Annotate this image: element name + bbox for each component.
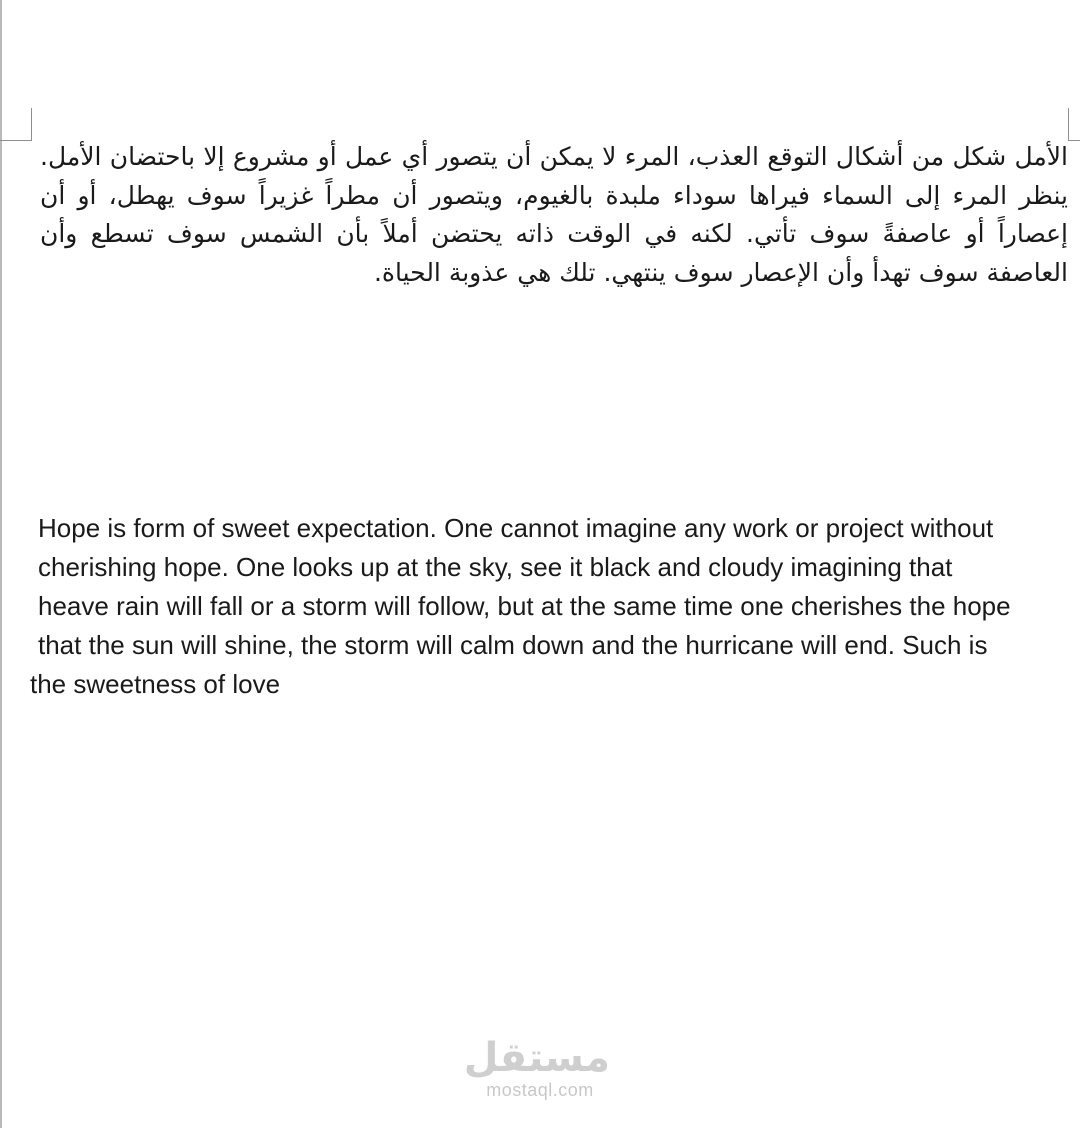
english-line: Hope is form of sweet expectation. One cannot imagine any work or project without [38,513,994,543]
english-line: that the sun will shine, the storm will calm down and the hurricane will end. Such is [38,630,988,660]
english-paragraph [30,509,1074,704]
arabic-paragraph: الأمل شكل من أشكال التوقع العذب، المرء لا يمكن أن يتصور أي عمل أو مشروع إلا باحتضان الأمل. ينظر المرء إلى السماء فيراها سوداء ملبدة بالغيوم، ويتصور أن مطراً غزيراً سوف يهطل، أو أن إعصاراً أو عاصفةً سوف تأتي. لكنه في الوقت ذاته يحتضن أملاً بأن الشمس سوف تسطع وأن العاصفة سوف تهدأ وأن الإعصار سوف ينتهي. تلك هي عذوبة الحياة. [40,142,1068,287]
crop-mark-top-left [0,108,32,141]
mostaql-watermark [463,1035,610,1100]
watermark-url: mostaql.com [486,1080,594,1100]
english-line: cherishing hope. One looks up at the sky, see it black and cloudy imagining that [38,552,953,582]
english-line: heave rain will fall or a storm will follow, but at the same time one cherishes the hope [38,591,1011,621]
crop-mark-top-right [1068,108,1080,141]
english-line: the sweetness of love [30,669,281,699]
page-left-edge [0,0,2,1128]
watermark-logo: مستقل [463,1035,610,1081]
